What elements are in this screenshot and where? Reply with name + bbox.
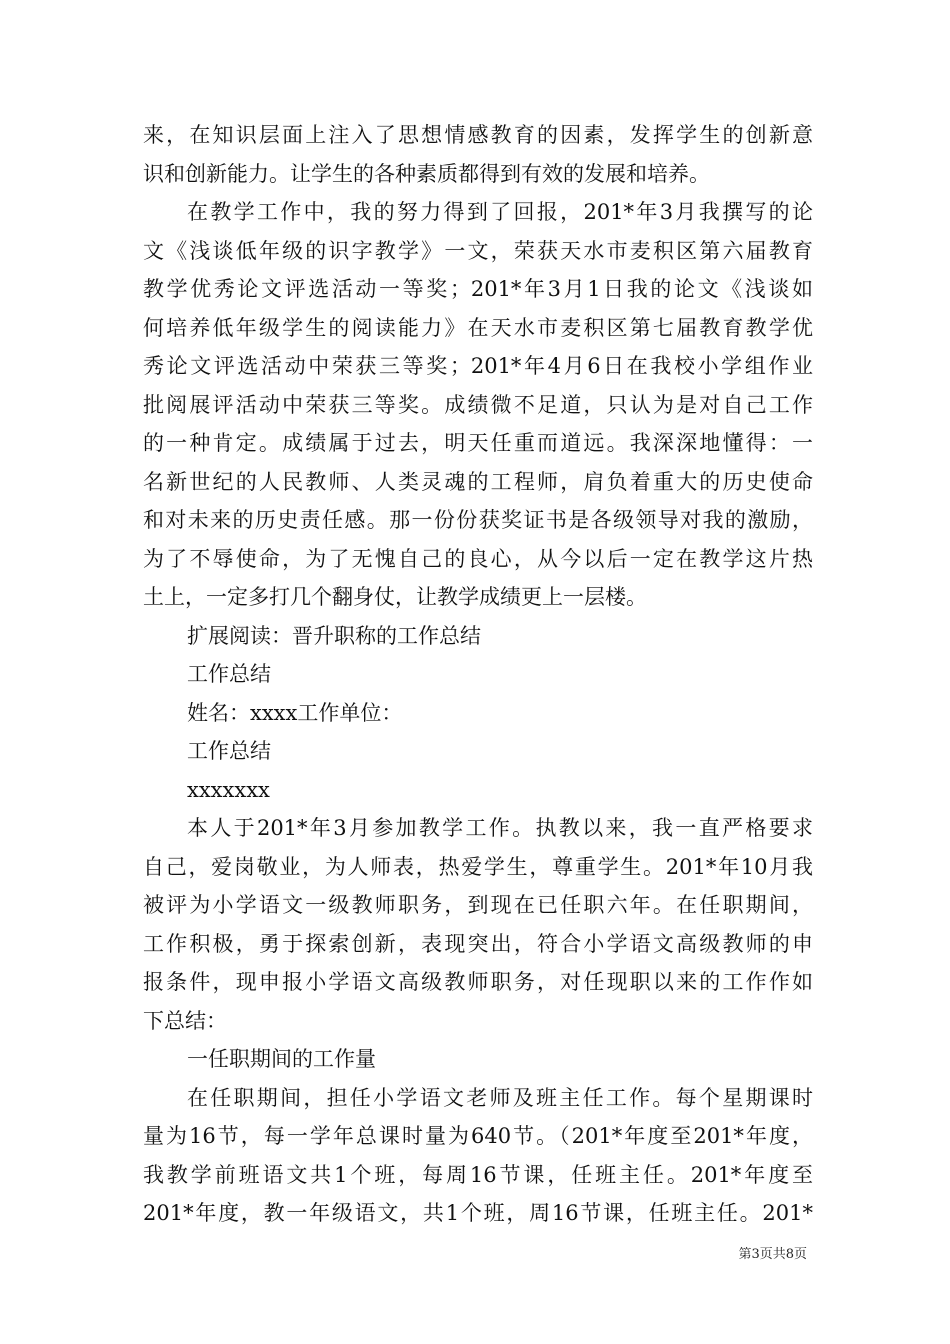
text-line: 下总结： (143, 1008, 227, 1033)
text-line: 识和创新能力。让学生的各种素质都得到有效的发展和培养。 (143, 161, 710, 186)
text-line: 为了不辱使命，为了无愧自己的良心，从今以后一定在教学这片热 (143, 546, 813, 571)
text-line: 秀论文评选活动中荣获三等奖；201*年4月6日在我校小学组作业 (143, 354, 813, 378)
text-line: 被评为小学语文一级教师职务，到现在已任职六年。在任职期间， (143, 893, 813, 917)
text-line: 本人于201*年3月参加教学工作。执教以来，我一直严格要求 (187, 816, 813, 840)
text-line: 何培养低年级学生的阅读能力》在天水市麦积区第七届教育教学优 (143, 315, 813, 340)
text-line: 在任职期间，担任小学语文老师及班主任工作。每个星期课时 (187, 1085, 813, 1110)
section-heading: 扩展阅读：晋升职称的工作总结 (187, 623, 481, 648)
text-line: 量为16节，每一学年总课时量为640节。（201*年度至201*年度， (143, 1124, 813, 1148)
section-heading: 工作总结 (187, 739, 271, 763)
text-line: 201*年度，教一年级语文，共1个班，周16节课，任班主任。201* (143, 1201, 813, 1225)
text-line: 的一种肯定。成绩属于过去，明天任重而道远。我深深地懂得：一 (143, 431, 813, 455)
text-line: 来，在知识层面上注入了思想情感教育的因素，发挥学生的创新意 (143, 123, 813, 147)
text-line: 和对未来的历史责任感。那一份份获奖证书是各级领导对我的激励， (143, 508, 813, 532)
text-line: 我教学前班语文共1个班，每周16节课，任班主任。201*年度至 (143, 1162, 813, 1187)
text-line: 工作积极，勇于探索创新，表现突出，符合小学语文高级教师的申 (143, 931, 813, 956)
text-line: 文《浅谈低年级的识字教学》一文，荣获天水市麦积区第六届教育 (143, 238, 813, 263)
section-heading: 一任职期间的工作量 (187, 1047, 376, 1071)
page-number: 第3页共8页 (738, 1247, 807, 1262)
text-line: 批阅展评活动中荣获三等奖。成绩微不足道，只认为是对自己工作 (143, 392, 813, 417)
text-line: 名新世纪的人民教师、人类灵魂的工程师，肩负着重大的历史使命 (143, 469, 813, 494)
text-line: 教学优秀论文评选活动一等奖；201*年3月1日我的论文《浅谈如 (143, 277, 813, 301)
text-line: xxxxxxx (187, 777, 270, 802)
text-line: 自己，爱岗敬业，为人师表，热爱学生，尊重学生。201*年10月我 (143, 854, 813, 879)
text-line: 报条件，现申报小学语文高级教师职务，对任现职以来的工作作如 (143, 970, 813, 994)
text-line: 在教学工作中，我的努力得到了回报，201*年3月我撰写的论 (187, 200, 813, 224)
text-line: 姓名：xxxx工作单位： (187, 700, 403, 725)
document-body (143, 116, 813, 1233)
text-line: 土上，一定多打几个翻身仗，让教学成绩更上一层楼。 (143, 585, 647, 609)
section-heading: 工作总结 (187, 662, 271, 686)
